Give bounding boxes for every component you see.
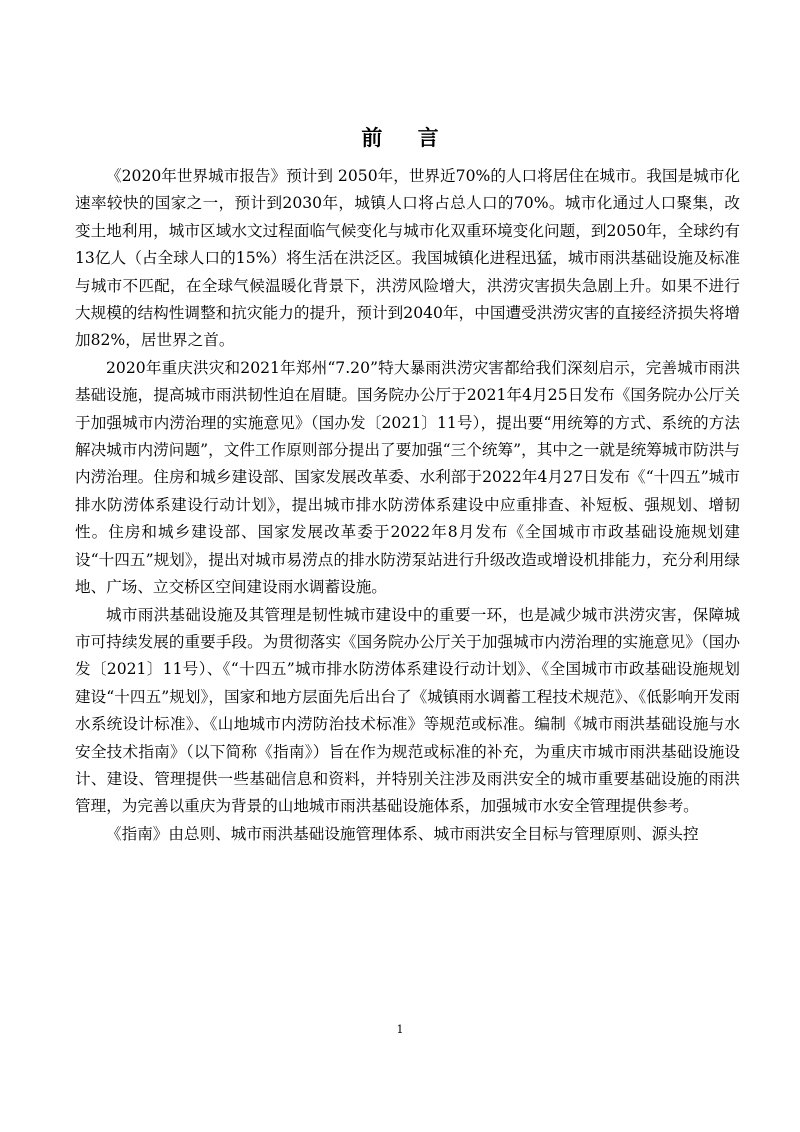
- page-number: 1: [396, 1023, 404, 1036]
- paragraph-3: 城市雨洪基础设施及其管理是韧性城市建设中的重要一环，也是减少城市洪涝灾害，保障城市可持续发展的重要手段。为贯彻落实《国务院办公厅关于加强城市内涝治理的实施意见》（国办发〔2021〕11号）、《“十四五”城市排水防涝体系建设行动计划》、《全国城市市政基础设施规划建设“十四五”规划》，国家和地方层面先后出台了《城镇雨水调蓄工程技术规范》、《低影响开发雨水系统设计标准》、《山地城市内涝防治技术标准》等规范或标准。编制《城市雨洪基础设施与水安全技术指南》（以下简称《指南》）旨在作为规范或标准的补充，为重庆市城市雨洪基础设施设计、建设、管理提供一些基础信息和资料，并特别关注涉及雨洪安全的城市重要基础设施的雨洪管理，为完善以重庆为背景的山地城市雨洪基础设施体系，加强城市水安全管理提供参考。: [75, 605, 740, 816]
- paragraph-2: 2020年重庆洪灾和2021年郑州“7.20”特大暴雨洪涝灾害都给我们深刻启示，完善城市雨洪基础设施，提高城市雨洪韧性迫在眉睫。国务院办公厅于2021年4月25日发布《国务院办公厅关于加强城市内涝治理的实施意见》（国办发〔2021〕11号），提出要“用统筹的方式、系统的方法解决城市内涝问题”，文件工作原则部分提出了要加强“三个统筹”，其中之一就是统筹城市防洪与内涝治理。住房和城乡建设部、国家发展改革委、水利部于2022年4月27日发布《“十四五”城市排水防涝体系建设行动计划》，提出城市排水防涝体系建设中应重排查、补短板、强规划、增韧性。住房和城乡建设部、国家发展改革委于2022年8月发布《全国城市市政基础设施规划建设“十四五”规划》，提出对城市易涝点的排水防涝泵站进行升级改造或增设机排能力，充分利用绿地、广场、立交桥区空间建设雨水调蓄设施。: [75, 358, 740, 597]
- page-title: 前 言: [361, 125, 453, 150]
- paragraph-1: 《2020年世界城市报告》预计到 2050年，世界近70%的人口将居住在城市。我国是城市化速率较快的国家之一，预计到2030年，城镇人口将占总人口的70%。城市化通过人口聚集，改变土地利用，城市区域水文过程面临气候变化与城市化双重环境变化问题，到2050年，全球约有13亿人（占全球人口的15%）将生活在洪泛区。我国城镇化进程迅猛，城市雨洪基础设施及标准与城市不匹配，在全球气候温暖化背景下，洪涝风险增大，洪涝灾害损失急剧上升。如果不进行大规模的结构性调整和抗灾能力的提升，预计到2040年，中国遭受洪涝灾害的直接经济损失将增加82%，居世界之首。: [75, 167, 740, 350]
- body-text: [75, 163, 740, 848]
- paragraph-4: 《指南》由总则、城市雨洪基础设施管理体系、城市雨洪安全目标与管理原则、源头控: [106, 824, 699, 843]
